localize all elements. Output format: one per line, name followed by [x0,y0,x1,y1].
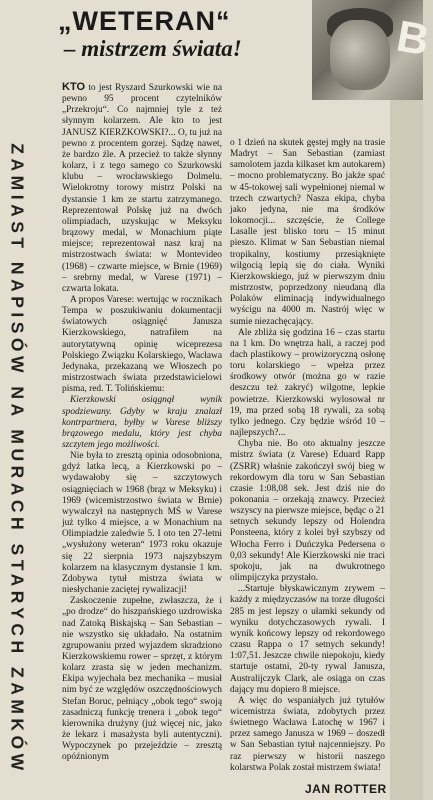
cyclist-photo [312,0,433,100]
paragraph-4: Nie była to zresztą opinia odosobniona, gdyż latka lecą, a Kierzkowski po – wydawałoby się – szczytowych osiągnięciach w 1968 (brąz w Meksyku) i 1969 (wicemistrzostwo świata w Brnie) wywalczył na następnych MŚ w Varese już tylko 4 miejsce, a w Monachium na Olimpiadzie zaledwie 5. I oto ten 27-letni „wysłużony weteran“ 1973 roku okazuje się 22 sierpnia 1973 najszybszym kolarzem na klasycznym dystansie 1 km. Zdobywa tytuł mistrza świata w niesłychanie zaciętej rywalizacji! [62,451,222,596]
paragraph-9: ...Startuje błyskawicznym zrywem – każdy z międzyczasów na torze długości 285 m jest lepszy o ułamki sekundy od wyniku dotychczasowych rywali. I wynik końcowy lepszy od rekordowego czasu Rappa o 17 setnych sekundy! 1:07,51. Jeszcze chwile niepokoju, kiedy startuje ostatni, 20-ty rywal Janusza, Australijczyk Clark, ale osiąga on czas dający mu dopiero 8 miejsce. [230,584,385,695]
article-column-1 [62,82,222,764]
article-column-2 [230,138,385,774]
vertical-column-title [2,134,32,784]
paragraph-6: o 1 dzień na skutek gęstej mgły na trasie Madryt – San Sebastian (zamiast samolotem jazda kilkaset km autokarem) – mocno problematyczny. Bo jakże spać w 45-tokowej sali wypełnionej niemal w trzech czwartych? Nasza ekipa, chyba jako jedyna, nie ma środków lokomocji... szczęście, że College Lasalle jest blisko toru – 15 minut pieszo. Klimat w San Sebastian niemal tropikalny, kostiumy przesiąknięte wilgocią lepią się do ciała. Wyniki Kierzkowskiego, już w pierwszym dniu mistrzostw, poprzedzony nieudaną dla Polaków eliminacją indywidualnego wyścigu na 4000 m. Nastrój więc w sumie niezachęcający. [230,138,385,327]
paragraph-7: Ale zbliża się godzina 16 – czas startu na 1 km. Do wnętrza hali, a raczej pod dach plastikowy – prowizoryczną osłonę toru kolarskiego – wpełza przez środkowy otwór (można go w razie deszczu też zakryć) wilgotne, lepkie powietrze. Kierzkowski wylosował nr 19, ma przed sobą 18 rywali, za sobą tylko jednego. Czy będzie wśród 10 – najlepszych?... [230,327,385,439]
vertical-title-text: ZAMIAST NAPISÓW NA MURACH STARYCH ZAMKÓW [7,143,28,775]
lead-word: KTO [62,81,86,93]
headline-title: „WETERAN“ [58,6,231,36]
paragraph-8: Chyba nie. Bo oto aktualny jeszcze mistrz świata (z Varese) Eduard Rapp (ZSRR) właśnie zakończył swój bieg w rekordowym dla toru w San Sebastian czasie 1:08,08 sek. Jest dziś nie do pokonania – orzekają znawcy. Przecież wszyscy na pierwsze miejsce, będąc o 21 setnych sekundy lepszy od Holendra Ponsteena, który z kolei był szybszy od Włocha Ferro i Duńczyka Pedersena o 0,03 sekundy! Ale Kierzkowski nie traci spokoju, jak na dwukrotnego olimpijczyka przystało. [230,439,385,584]
paragraph-2: A propos Varese: wertując w rocznikach Tempa w poszukiwaniu dokumentacji światowych osiągnięć Janusza Kierzkowskiego, natrafiłem na autorytatywną opinię wiceprezesa Polskiego Związku Kolarskiego, Wacława Jedynaka, przekazaną we Włoszech po mistrzostwach świata przedstawicielowi pisma, red. T. Tolińskiemu: [62,294,222,395]
headline [58,6,288,62]
quote-paragraph: Kierzkowski osiągnął wynik spodziewany. Gdyby w kraju znalazł kontrpartnera, byłby w Varese bliższy brązowego medalu, który jest chyba szczytem jego możliwości. [62,395,222,450]
headline-subtitle: – mistrzem świata! [64,36,242,61]
right-edge-strip [390,100,423,800]
author-signature: JAN ROTTER [305,782,387,796]
photo-face [330,20,390,90]
paragraph-10: A więc do wspaniałych już tytułów wicemistrza świata, zdobytych przez świetnego Wacława Latochę w 1967 i przez samego Janusza w 1969 – doszedł w San Sebastian tytuł najcenniejszy. Po raz pierwszy w historii naszego kolarstwa Polak został mistrzem świata! [230,695,385,773]
photo-letter: B [393,11,433,66]
paragraph-5: Zaskoczenie zupełne, zwłaszcza, że i „po drodze“ do hiszpańskiego uzdrowiska nad Zatoką Biskajską – San Sebastian – nie wszystko się układało. Na ostatnim zgrupowaniu przed wyjazdem skradziono Kierzkowskiemu rower – sprzęt, z którym kolarz zrasta się w jeden mechanizm. Ekipa wyjechała bez mechanika – musiał nim być ze względów oszczędnościowych Stefan Boruc, pełniący „obok tego“ swoją zasadniczą funkcję trenera i „obok tego“ kierownika drużyny (już więcej nic, jako że lekarz i masażysta byli autentyczni). Wypoczynek po przejeździe – zresztą opóźnionym [62,596,222,763]
paragraph-1-text: to jest Ryszard Szurkowski wie na pewno 95 procent czytelników „Przekroju“. Co najmniej tyle z też słynnym kolarzem. Ale kto to jest JANUSZ KIERZKOWSKI?... O, tu już na pewno z procentem gorzej. Sądzę nawet, że bardzo źle. A przecież to także słynny kolarz, i z tego samego co Szurkowski klubu – wrocławskiego Dolmelu. Wielokrotny torowy mistrz Polski na dystansie 1 km ze startu zatrzymanego. Reprezentował Polskę już na dwóch olimpiadach, uzyskując w Meksyku brązowy medal, w Monachium piąte miejsce; reprezentował nasz kraj na mistrzostwach świata: w Montevideo (1968) – czwarte miejsce, w Brnie (1969) – srebrny medal, w Varese (1971) – czwarta lokata. [62,83,223,294]
paragraph-lead [62,82,222,295]
